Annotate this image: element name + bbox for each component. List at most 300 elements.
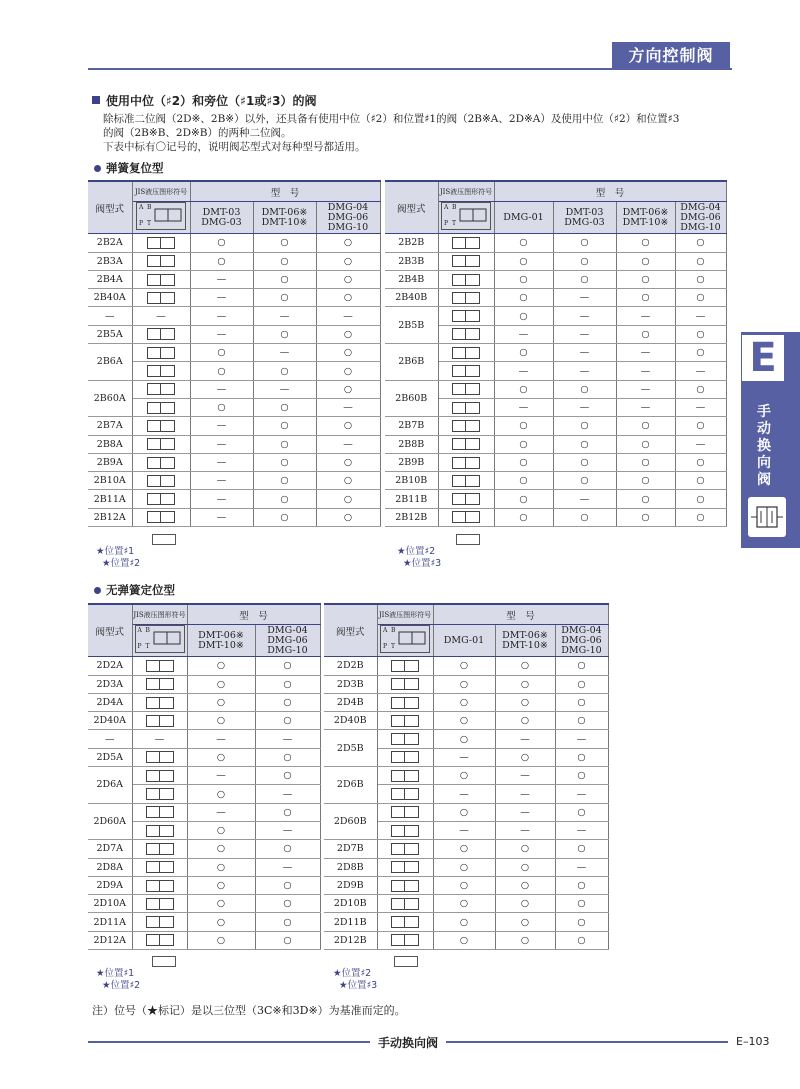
jis-header-cell xyxy=(377,625,433,657)
availability-cell: ○ xyxy=(553,234,616,252)
availability-cell: ○ xyxy=(433,675,495,693)
jis-header-cell xyxy=(132,202,190,234)
availability-cell: ○ xyxy=(494,380,553,398)
availability-cell: — xyxy=(675,435,726,453)
table-row xyxy=(88,858,320,876)
jis-symbol-cell xyxy=(132,289,190,307)
availability-cell: ○ xyxy=(555,712,608,730)
availability-cell: ○ xyxy=(190,252,253,270)
availability-cell: ○ xyxy=(433,931,495,949)
table-row xyxy=(385,307,726,325)
spool-symbol-icon xyxy=(391,733,419,745)
availability-cell: — xyxy=(187,730,255,748)
availability-cell: ○ xyxy=(187,840,255,858)
spool-symbol-icon xyxy=(147,457,175,469)
valve-type-cell: 2B40A xyxy=(88,289,132,307)
table-row xyxy=(385,472,726,490)
spool-symbol-icon xyxy=(146,715,174,727)
jis-symbol-cell xyxy=(438,453,494,471)
valve-type-cell: 2D4B xyxy=(324,693,377,711)
jis-symbol-cell xyxy=(132,380,190,398)
valve-type-cell: 2B9B xyxy=(385,453,438,471)
valve-type-cell: 2B60B xyxy=(385,380,438,417)
availability-cell: ○ xyxy=(494,453,553,471)
table-row xyxy=(88,490,380,508)
spool-symbol-icon xyxy=(452,383,480,395)
availability-cell: — xyxy=(495,803,555,821)
valve-type-cell: 2D3A xyxy=(88,675,132,693)
table-row xyxy=(88,767,320,785)
valve-type-cell: 2D6A xyxy=(88,767,132,804)
table-row xyxy=(385,490,726,508)
table-row xyxy=(88,840,320,858)
availability-cell: — xyxy=(255,821,320,839)
spool-symbol-icon xyxy=(147,438,175,450)
jis-symbol-cell xyxy=(438,252,494,270)
table-row xyxy=(324,767,608,785)
valve-type-cell: 2B10A xyxy=(88,472,132,490)
table-row xyxy=(88,453,380,471)
page-title: 方向控制阀 xyxy=(612,42,730,70)
availability-cell: ○ xyxy=(433,693,495,711)
valve-type-cell: 2D9B xyxy=(324,876,377,894)
valve-type-cell: 2B6B xyxy=(385,344,438,381)
availability-cell: ○ xyxy=(433,876,495,894)
table-row xyxy=(385,417,726,435)
jis-symbol-cell xyxy=(132,858,187,876)
jis-symbol-cell xyxy=(438,307,494,325)
valve-type-cell: 2B12B xyxy=(385,508,438,526)
spool-symbol-icon xyxy=(147,383,175,395)
availability-cell: — xyxy=(433,821,495,839)
availability-cell: ○ xyxy=(495,712,555,730)
table-row xyxy=(88,252,380,270)
valve-type-cell: 2B3A xyxy=(88,252,132,270)
table-row xyxy=(385,234,726,252)
availability-cell: ○ xyxy=(433,730,495,748)
availability-cell: ○ xyxy=(616,435,675,453)
spool-symbol-icon xyxy=(147,328,175,340)
valve-type-cell: 2D40A xyxy=(88,712,132,730)
col-type-header: 阀型式 xyxy=(385,181,438,234)
availability-cell: ○ xyxy=(553,252,616,270)
jis-symbol-cell xyxy=(132,675,187,693)
table-row xyxy=(324,803,608,821)
spool-symbol-icon xyxy=(146,751,174,763)
availability-cell: ○ xyxy=(675,508,726,526)
availability-cell: — xyxy=(433,748,495,766)
spool-symbol-icon xyxy=(146,806,174,818)
valve-table xyxy=(385,180,727,527)
availability-cell: — xyxy=(190,453,253,471)
availability-cell: ○ xyxy=(495,748,555,766)
table-row xyxy=(88,712,320,730)
availability-cell: ○ xyxy=(187,693,255,711)
spool-symbol-icon xyxy=(147,365,175,377)
availability-cell: — xyxy=(190,325,253,343)
jis-symbol-cell xyxy=(377,693,433,711)
jis-symbol-cell xyxy=(438,380,494,398)
jis-symbol-cell xyxy=(132,398,190,416)
availability-cell: ○ xyxy=(187,675,255,693)
valve-type-cell: 2B60A xyxy=(88,380,132,417)
spool-symbol-icon xyxy=(147,237,175,249)
availability-cell: ○ xyxy=(495,675,555,693)
valve-type-cell: 2B8B xyxy=(385,435,438,453)
table-row xyxy=(88,472,380,490)
availability-cell: — xyxy=(190,490,253,508)
col-jis-header: JIS液压图形符号 xyxy=(438,181,494,202)
availability-cell: ○ xyxy=(675,380,726,398)
availability-cell: ○ xyxy=(255,712,320,730)
availability-cell: ○ xyxy=(494,234,553,252)
jis-symbol-cell xyxy=(132,821,187,839)
jis-symbol-cell xyxy=(132,417,190,435)
availability-cell: ○ xyxy=(253,252,316,270)
availability-cell: ○ xyxy=(675,453,726,471)
valve-symbol-icon xyxy=(748,497,786,537)
table-row xyxy=(88,398,380,416)
availability-cell: — xyxy=(553,325,616,343)
availability-cell: — xyxy=(495,767,555,785)
col-jis-header: JIS液压图形符号 xyxy=(132,181,190,202)
availability-cell: — xyxy=(555,821,608,839)
spool-symbol-icon xyxy=(452,365,480,377)
availability-cell: ○ xyxy=(553,380,616,398)
table-row xyxy=(88,657,320,675)
availability-cell: ○ xyxy=(675,325,726,343)
jis-symbol-cell: — xyxy=(132,730,187,748)
valve-type-cell: 2D12A xyxy=(88,931,132,949)
availability-cell: ○ xyxy=(555,876,608,894)
availability-cell: ○ xyxy=(316,344,380,362)
detent-heading xyxy=(94,582,175,598)
availability-cell: ○ xyxy=(316,289,380,307)
availability-cell: — xyxy=(433,785,495,803)
availability-cell: ○ xyxy=(495,858,555,876)
availability-cell: — xyxy=(553,362,616,380)
spool-symbol-icon xyxy=(391,898,419,910)
availability-cell: ○ xyxy=(553,472,616,490)
availability-cell: ○ xyxy=(555,657,608,675)
col-jis-header: JIS液压图形符号 xyxy=(132,604,187,625)
availability-cell: — xyxy=(616,362,675,380)
availability-cell: ○ xyxy=(616,472,675,490)
jis-symbol-cell xyxy=(132,657,187,675)
jis-symbol-cell xyxy=(132,913,187,931)
availability-cell: ○ xyxy=(553,435,616,453)
availability-cell: ○ xyxy=(253,270,316,288)
availability-cell: ○ xyxy=(555,840,608,858)
jis-symbol-icon: A B P T xyxy=(441,202,491,230)
table-row xyxy=(88,344,380,362)
availability-cell: ○ xyxy=(316,508,380,526)
spool-symbol-icon xyxy=(452,438,480,450)
availability-cell: ○ xyxy=(316,252,380,270)
position-note-detent-left xyxy=(96,968,140,992)
valve-type-cell: 2D8B xyxy=(324,858,377,876)
availability-cell: ○ xyxy=(255,931,320,949)
availability-cell: ○ xyxy=(255,803,320,821)
availability-cell: ○ xyxy=(616,289,675,307)
availability-cell: — xyxy=(553,490,616,508)
availability-cell: ○ xyxy=(675,490,726,508)
availability-cell: ○ xyxy=(433,767,495,785)
availability-cell: ○ xyxy=(494,289,553,307)
availability-cell: ○ xyxy=(316,417,380,435)
availability-cell: ○ xyxy=(616,270,675,288)
jis-symbol-cell xyxy=(377,748,433,766)
table-row xyxy=(324,876,608,894)
jis-symbol-icon: A B P T xyxy=(136,202,186,230)
jis-symbol-icon: A B P T xyxy=(380,625,430,653)
availability-cell: — xyxy=(190,417,253,435)
availability-cell: — xyxy=(675,307,726,325)
jis-symbol-cell xyxy=(377,803,433,821)
detent-heading-text: 无弹簧定位型 xyxy=(106,583,175,597)
intro-text xyxy=(103,112,738,154)
jis-header-cell xyxy=(438,202,494,234)
availability-cell: ○ xyxy=(616,417,675,435)
table-row xyxy=(88,289,380,307)
valve-type-cell: 2D40B xyxy=(324,712,377,730)
position-label: ★位置♯2 xyxy=(102,980,141,991)
spool-symbol-icon xyxy=(146,678,174,690)
availability-cell: ○ xyxy=(190,234,253,252)
position-label: ★位置♯2 xyxy=(102,558,141,569)
jis-symbol-cell xyxy=(132,785,187,803)
table-row xyxy=(88,876,320,894)
availability-cell: — xyxy=(494,398,553,416)
jis-symbol-cell xyxy=(132,362,190,380)
availability-cell: ○ xyxy=(187,858,255,876)
spool-symbol-icon xyxy=(391,825,419,837)
jis-symbol-cell xyxy=(377,767,433,785)
spool-symbol-icon xyxy=(391,788,419,800)
col-type-header: 阀型式 xyxy=(88,604,132,657)
availability-cell: ○ xyxy=(553,508,616,526)
table-row xyxy=(385,252,726,270)
valve-type-cell: 2B10B xyxy=(385,472,438,490)
availability-cell: — xyxy=(553,289,616,307)
table-row xyxy=(324,895,608,913)
spool-symbol-icon xyxy=(146,916,174,928)
availability-cell: ○ xyxy=(255,675,320,693)
table-row xyxy=(88,325,380,343)
spool-symbol-icon xyxy=(452,310,480,322)
availability-cell: — xyxy=(494,325,553,343)
position-symbol-box xyxy=(456,534,480,545)
availability-cell: ○ xyxy=(433,895,495,913)
intro-line: 除标准二位阀（2D※、2B※）以外，还具备有使用中位（♯2）和位置♯1的阀（2B※A、2D※A）及使用中位（♯2）和位置♯3 xyxy=(103,113,680,125)
spool-symbol-icon xyxy=(146,880,174,892)
model-col-header: DMT-06※ DMT-10※ xyxy=(253,202,316,234)
availability-cell: — xyxy=(555,785,608,803)
title-rule xyxy=(88,68,732,70)
availability-cell: ○ xyxy=(190,362,253,380)
valve-type-cell: 2D60B xyxy=(324,803,377,840)
spool-symbol-icon xyxy=(147,292,175,304)
availability-cell: ○ xyxy=(433,712,495,730)
spool-symbol-icon xyxy=(452,402,480,414)
availability-cell: ○ xyxy=(255,913,320,931)
availability-cell: ○ xyxy=(316,234,380,252)
availability-cell: — xyxy=(255,858,320,876)
jis-symbol-cell xyxy=(438,362,494,380)
col-type-header: 阀型式 xyxy=(324,604,377,657)
section-heading xyxy=(92,92,316,109)
availability-cell: ○ xyxy=(494,307,553,325)
availability-cell: ○ xyxy=(616,508,675,526)
valve-table xyxy=(324,603,609,950)
jis-symbol-cell xyxy=(132,931,187,949)
spool-symbol-icon xyxy=(452,475,480,487)
jis-symbol-cell xyxy=(377,858,433,876)
availability-cell: — xyxy=(253,380,316,398)
availability-cell: ○ xyxy=(316,453,380,471)
spring-heading-text: 弹簧复位型 xyxy=(106,161,164,175)
table-row xyxy=(385,289,726,307)
availability-cell: ○ xyxy=(253,490,316,508)
availability-cell: — xyxy=(316,398,380,416)
model-col-header: DMT-06※ DMT-10※ xyxy=(495,625,555,657)
position-symbol-box xyxy=(152,956,176,967)
availability-cell: ○ xyxy=(316,472,380,490)
spool-symbol-icon xyxy=(452,493,480,505)
availability-cell: — xyxy=(255,730,320,748)
availability-cell: ○ xyxy=(187,657,255,675)
jis-symbol-cell xyxy=(132,453,190,471)
jis-symbol-icon: A B P T xyxy=(135,625,185,653)
jis-symbol-cell xyxy=(132,508,190,526)
availability-cell: ○ xyxy=(616,252,675,270)
valve-type-cell: 2D10B xyxy=(324,895,377,913)
availability-cell: ○ xyxy=(555,803,608,821)
valve-type-cell: 2B9A xyxy=(88,453,132,471)
valve-type-cell: 2B3B xyxy=(385,252,438,270)
jis-symbol-cell xyxy=(377,821,433,839)
table-row xyxy=(385,344,726,362)
availability-cell: ○ xyxy=(433,840,495,858)
valve-type-cell: 2D11B xyxy=(324,913,377,931)
valve-type-cell: 2B4A xyxy=(88,270,132,288)
availability-cell: — xyxy=(190,289,253,307)
availability-cell: ○ xyxy=(253,508,316,526)
jis-symbol-cell xyxy=(377,785,433,803)
col-model-header: 型 号 xyxy=(190,181,380,202)
position-label: ★位置♯1 xyxy=(96,968,135,979)
valve-table xyxy=(88,180,381,527)
spring-return-heading xyxy=(94,160,164,176)
availability-cell: — xyxy=(316,307,380,325)
model-col-header: DMT-06※ DMT-10※ xyxy=(616,202,675,234)
model-col-header: DMT-03 DMG-03 xyxy=(553,202,616,234)
spool-symbol-icon xyxy=(452,255,480,267)
table-row xyxy=(88,435,380,453)
spool-symbol-icon xyxy=(146,660,174,672)
availability-cell: ○ xyxy=(616,325,675,343)
position-label: ★位置♯2 xyxy=(397,546,436,557)
availability-cell: ○ xyxy=(187,712,255,730)
availability-cell: — xyxy=(495,730,555,748)
spool-symbol-icon xyxy=(391,843,419,855)
intro-line: 的阀（2B※B、2D※B）的两种二位阀。 xyxy=(103,127,292,139)
availability-cell: — xyxy=(190,380,253,398)
availability-cell: — xyxy=(495,821,555,839)
valve-type-cell: — xyxy=(88,307,132,325)
position-label: ★位置♯3 xyxy=(403,558,442,569)
valve-type-cell: 2D11A xyxy=(88,913,132,931)
availability-cell: ○ xyxy=(555,767,608,785)
jis-symbol-cell xyxy=(438,344,494,362)
intro-line: 下表中标有〇记号的，说明阀芯型式对每种型号都适用。 xyxy=(103,141,366,153)
table-row xyxy=(324,931,608,949)
availability-cell: ○ xyxy=(553,453,616,471)
availability-cell: ○ xyxy=(494,252,553,270)
table-row xyxy=(88,895,320,913)
col-model-header: 型 号 xyxy=(494,181,726,202)
valve-type-cell: 2B40B xyxy=(385,289,438,307)
availability-cell: ○ xyxy=(555,748,608,766)
spool-symbol-icon xyxy=(391,934,419,946)
availability-cell: ○ xyxy=(555,895,608,913)
jis-symbol-cell xyxy=(132,490,190,508)
availability-cell: ○ xyxy=(253,472,316,490)
table-row xyxy=(88,307,380,325)
availability-cell: — xyxy=(555,730,608,748)
spool-symbol-icon xyxy=(147,347,175,359)
jis-symbol-cell xyxy=(438,398,494,416)
availability-cell: ○ xyxy=(316,362,380,380)
availability-cell: — xyxy=(553,344,616,362)
availability-cell: ○ xyxy=(675,289,726,307)
availability-cell: — xyxy=(190,508,253,526)
dot-bullet-icon xyxy=(94,587,101,594)
spool-symbol-icon xyxy=(391,678,419,690)
spool-symbol-icon xyxy=(146,697,174,709)
table-row xyxy=(88,270,380,288)
valve-type-cell: 2B4B xyxy=(385,270,438,288)
valve-type-cell: 2D3B xyxy=(324,675,377,693)
table-row xyxy=(88,730,320,748)
availability-cell: — xyxy=(675,362,726,380)
availability-cell: ○ xyxy=(253,325,316,343)
spool-symbol-icon xyxy=(452,328,480,340)
jis-symbol-cell xyxy=(438,417,494,435)
spool-symbol-icon xyxy=(146,898,174,910)
availability-cell: ○ xyxy=(187,913,255,931)
col-jis-header: JIS液压图形符号 xyxy=(377,604,433,625)
col-model-header: 型 号 xyxy=(433,604,608,625)
jis-symbol-cell xyxy=(377,675,433,693)
jis-header-cell xyxy=(132,625,187,657)
availability-cell: ○ xyxy=(494,435,553,453)
valve-type-cell: 2D7B xyxy=(324,840,377,858)
valve-type-cell: 2D12B xyxy=(324,931,377,949)
availability-cell: ○ xyxy=(675,472,726,490)
spool-symbol-icon xyxy=(452,511,480,523)
availability-cell: ○ xyxy=(495,657,555,675)
availability-cell: ○ xyxy=(253,435,316,453)
position-symbol-box xyxy=(394,956,418,967)
valve-type-cell: 2B11B xyxy=(385,490,438,508)
availability-cell: — xyxy=(190,270,253,288)
spool-symbol-icon xyxy=(146,934,174,946)
model-col-header: DMG-04 DMG-06 DMG-10 xyxy=(316,202,380,234)
valve-type-cell: 2D8A xyxy=(88,858,132,876)
model-col-header: DMT-03 DMG-03 xyxy=(190,202,253,234)
availability-cell: ○ xyxy=(187,785,255,803)
